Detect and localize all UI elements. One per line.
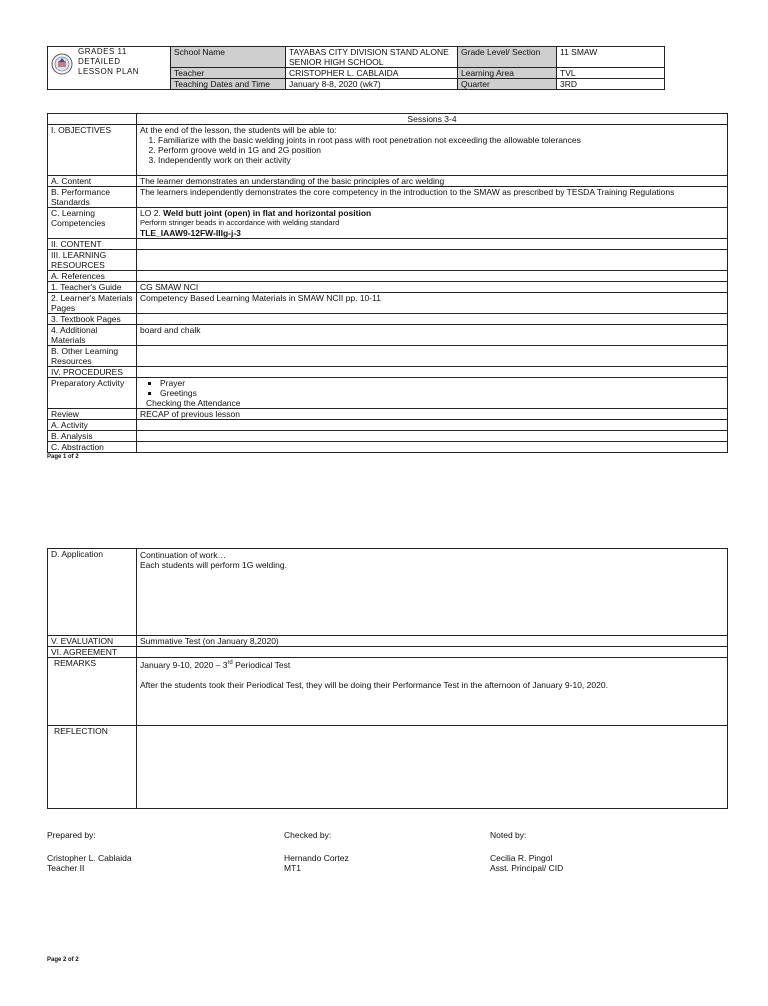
signature-name: Hernando Cortez xyxy=(284,853,349,863)
other-resources-label: B. Other Learning Resources xyxy=(48,346,137,367)
area-value: TVL xyxy=(557,68,665,79)
teachers-guide-value: CG SMAW NCI xyxy=(137,282,728,293)
competency-code: TLE_IAAW9-12FW-IIIg-j-3 xyxy=(140,228,241,238)
lesson-table-page1 xyxy=(47,113,728,453)
activity-label: A. Activity xyxy=(48,420,137,431)
evaluation-value: Summative Test (on January 8,2020) xyxy=(137,636,728,647)
objectives-cell xyxy=(137,125,728,176)
competency-desc: Perform stringer beads in accordance with welding standard xyxy=(140,218,340,227)
dates-label: Teaching Dates and Time xyxy=(171,79,286,90)
additional-materials-value: board and chalk xyxy=(137,325,728,346)
analysis-label: B. Analysis xyxy=(48,431,137,442)
header-title-line: LESSON PLAN xyxy=(78,67,140,76)
school-value: TAYABAS CITY DIVISION STAND ALONE SENIOR HIGH SCHOOL xyxy=(286,47,458,68)
teacher-value: CRISTOPHER L. CABLAIDA xyxy=(286,68,458,79)
quarter-label: Quarter xyxy=(458,79,557,90)
lesson-table-page2 xyxy=(47,548,728,809)
grade-value: 11 SMAW xyxy=(557,47,665,68)
lo-prefix: LO 2. xyxy=(140,208,164,218)
learners-materials-value: Competency Based Learning Materials in SMAW NCII pp. 10-11 xyxy=(137,293,728,314)
objectives-label: I. OBJECTIVES xyxy=(48,125,137,176)
remarks-body: After the students took their Periodical Test, they will be doing their Performance Test in the afternoon of January 9-10, 2020. xyxy=(140,679,608,690)
application-label: D. Application xyxy=(48,549,137,636)
objectives-list xyxy=(158,135,724,165)
preparatory-cell xyxy=(137,378,728,409)
application-cell xyxy=(137,549,728,636)
objectives-intro: At the end of the lesson, the students will be able to: xyxy=(140,125,337,135)
signature-title: MT1 xyxy=(284,863,301,873)
signature-role: Prepared by: xyxy=(47,830,96,840)
page-number: Page 2 of 2 xyxy=(47,957,79,963)
content-section-label: II. CONTENT xyxy=(48,239,137,250)
objective-item: 1. Familiarize with the basic welding joints in root pass with root penetration not exceeding the allowable tolerances xyxy=(158,135,724,145)
signature-checked xyxy=(284,830,349,873)
signature-noted xyxy=(490,830,563,873)
resources-section-label: III. LEARNING RESOURCES xyxy=(48,250,137,271)
content-value: The learner demonstrates an understanding of the basic principles of arc welding xyxy=(137,176,728,187)
signature-title: Asst. Principal/ CID xyxy=(490,863,564,873)
preparatory-label: Preparatory Activity xyxy=(48,378,137,409)
remarks-date: January 9-10, 2020 – 3rd Periodical Test xyxy=(140,659,291,670)
signature-name: Cecilia R. Pingol xyxy=(490,853,553,863)
content-label: A. Content xyxy=(48,176,137,187)
competencies-label: C. Learning Competencies xyxy=(48,208,137,239)
signature-title: Teacher II xyxy=(47,863,85,873)
deped-seal-icon xyxy=(51,53,73,75)
signature-prepared xyxy=(47,830,132,873)
area-label: Learning Area xyxy=(458,68,557,79)
additional-materials-label: 4. Additional Materials xyxy=(48,325,137,346)
lo-title: Weld butt joint (open) in flat and horizontal position xyxy=(163,208,372,218)
signature-role: Noted by: xyxy=(490,830,527,840)
abstraction-label: C. Abstraction xyxy=(48,442,137,453)
preparatory-extra: Checking the Attendance xyxy=(146,398,241,408)
preparatory-list xyxy=(160,378,724,398)
procedures-label: IV. PROCEDURES xyxy=(48,367,137,378)
sessions-header: Sessions 3-4 xyxy=(137,114,728,125)
teacher-label: Teacher xyxy=(171,68,286,79)
review-label: Review xyxy=(48,409,137,420)
evaluation-label: V. EVALUATION xyxy=(48,636,137,647)
preparatory-item: ▪ Prayer xyxy=(160,378,724,388)
page-number: Page 1 of 2 xyxy=(47,454,79,460)
grade-label: Grade Level/ Section xyxy=(458,47,557,68)
agreement-label: VI. AGREEMENT xyxy=(48,647,137,658)
header-table xyxy=(47,46,665,90)
performance-label: B. Performance Standards xyxy=(48,187,137,208)
dates-value: January 8-8, 2020 (wk7) xyxy=(286,79,458,90)
objective-item: 2. Perform groove weld in 1G and 2G position xyxy=(158,145,724,155)
application-line: Continuation of work… xyxy=(140,550,226,560)
remarks-label: REMARKS xyxy=(48,658,137,726)
review-value: RECAP of previous lesson xyxy=(137,409,728,420)
signature-role: Checked by: xyxy=(284,830,332,840)
signature-name: Cristopher L. Cablaida xyxy=(47,853,132,863)
textbook-label: 3. Textbook Pages xyxy=(48,314,137,325)
learners-materials-label: 2. Learner's Materials Pages xyxy=(48,293,137,314)
header-title-cell xyxy=(48,47,171,90)
teachers-guide-label: 1. Teacher's Guide xyxy=(48,282,137,293)
competencies-cell xyxy=(137,208,728,239)
header-title-line: DETAILED xyxy=(78,57,121,66)
references-label: A. References xyxy=(48,271,137,282)
performance-value: The learners independently demonstrates the core competency in the introduction to the SMAW as prescribed by TESDA Training Regulations xyxy=(137,187,728,208)
application-line: Each students will perform 1G welding. xyxy=(140,560,287,570)
preparatory-item: ▪ Greetings xyxy=(160,388,724,398)
remarks-cell xyxy=(137,658,728,726)
header-title-line: GRADES 11 xyxy=(78,47,127,56)
objective-item: 3. Independently work on their activity xyxy=(158,155,724,165)
quarter-value: 3RD xyxy=(557,79,665,90)
reflection-label: REFLECTION xyxy=(48,726,137,809)
school-label: School Name xyxy=(171,47,286,68)
